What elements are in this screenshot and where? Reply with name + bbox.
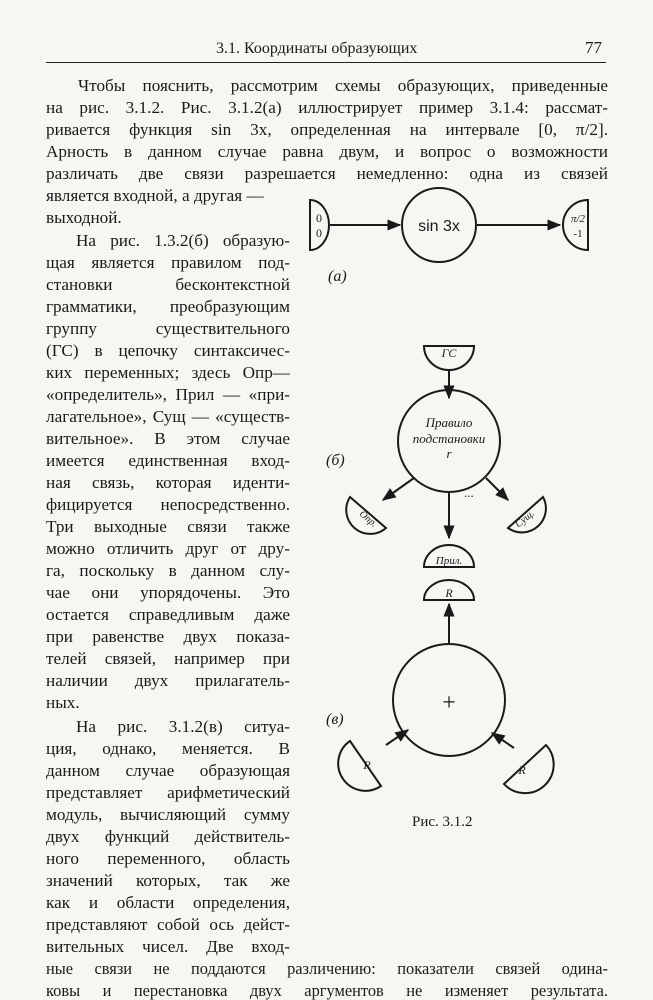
p2-line: наличии двух прилагатель- [46,671,290,690]
bond-label: -1 [573,228,583,240]
p3-line: представляют собой ось дейст- [46,915,290,934]
p2-line: телей связей, например при [46,649,290,668]
page-number: 77 [585,38,602,57]
bond-label: R [363,758,371,772]
p1-line: является входной, а другая — [46,186,264,205]
p2-line: грамматики, преобразующим [46,297,290,316]
bond-label: 0 [316,211,322,225]
arrow [492,733,514,748]
p3-line: ция, однако, меняется. В [46,739,290,758]
p3-line: вительных чисел. Две вход- [46,937,290,956]
figure-caption: Рис. 3.1.2 [412,814,473,830]
bond-label: R [518,763,526,777]
p2-line: при равенстве двух показа- [46,627,290,646]
p3-line: представляет арифметический [46,783,290,802]
bond-semicircle [310,200,329,250]
node-label: Правило [425,415,473,430]
header-title: 3.1. Координаты образующих [216,40,418,57]
panel-label: (в) [326,711,344,728]
p2-line: щая является правилом под- [46,253,290,272]
p2-line: ных. [46,693,80,712]
bond-label: 0 [316,226,322,240]
p3-line: данном случае образующая [46,761,290,780]
p2-line: га, поскольку в данном слу- [46,561,290,580]
p2-line: остается справедливым даже [46,605,290,624]
bond-semicircle [504,745,554,793]
arrow [486,478,508,500]
dots-label: ... [464,485,474,500]
p3-line: как и области определения, [46,893,290,912]
p2-line: «определитель», Прил — «при- [46,385,290,404]
p3-line: ные связи не поддаются различению: показатели связей одина- [46,959,608,978]
node-label: r [446,446,452,461]
bond-label: ГС [441,346,457,360]
p2-line: чае они упорядочены. Это [46,583,290,602]
arrow [386,730,408,745]
p2-line: имеется единственная вход- [46,451,290,470]
bond-label: Сущ. [513,508,537,531]
panel-label: (а) [328,268,347,285]
bond-label: Прил. [435,555,463,567]
node-label: подстановки [412,431,486,446]
figure-svg [296,180,616,860]
p1-line: Арность в данном случае равна двум, и вопрос о возможности [46,142,608,161]
bond-label: Опр. [356,508,380,530]
node-label: sin 3x [418,218,460,235]
running-header [46,38,606,63]
p3-line: двух функций действитель- [46,827,290,846]
p2-line: лагательное», Сущ — «существ- [46,407,290,426]
p1-line: ривается функция sin 3x, определенная на интервале [0, π/2]. [46,120,608,139]
p2-line: Три выходные связи также [46,517,290,536]
p1-line: Чтобы пояснить, рассмотрим схемы образующих, приведенные [78,76,608,95]
bond-semicircle [338,741,381,791]
panel-label: (б) [326,452,345,469]
p3-line: модуль, вычисляющий сумму [46,805,290,824]
p2-line: На рис. 1.3.2(б) образую- [76,231,290,250]
p2-line: вительное». В этом случае [46,429,290,448]
bond-label: π/2 [570,213,586,225]
p1-line: различать две связи разрешается немедленно: одна из связей [46,164,608,183]
p3-line: ковы и перестановка двух аргументов не изменяет результата. [46,981,608,1000]
p2-line: ная связь, которая иденти- [46,473,290,492]
bond-label: R [445,586,453,600]
node-label: + [442,690,456,716]
p3-line: ного переменного, область [46,849,290,868]
p2-line: становки бесконтекстной [46,275,290,294]
figure-3-1-2 [296,180,616,860]
bond-semicircle [563,200,588,250]
p2-line: ких переменных; здесь Опр— [46,363,290,382]
p2-line: фицируется непосредственно. [46,495,290,514]
p3-line: На рис. 3.1.2(в) ситуа- [76,717,290,736]
arrow [383,478,414,500]
p1-line: выходной. [46,208,122,227]
p2-line: группу существительного [46,319,290,338]
p2-line: (ГС) в цепочку синтаксичес- [46,341,290,360]
p3-line: значений которых, так же [46,871,290,890]
p1-line: на рис. 3.1.2. Рис. 3.1.2(а) иллюстрирует пример 3.1.4: рассмат- [46,98,608,117]
p2-line: можно отличить друг от дру- [46,539,290,558]
